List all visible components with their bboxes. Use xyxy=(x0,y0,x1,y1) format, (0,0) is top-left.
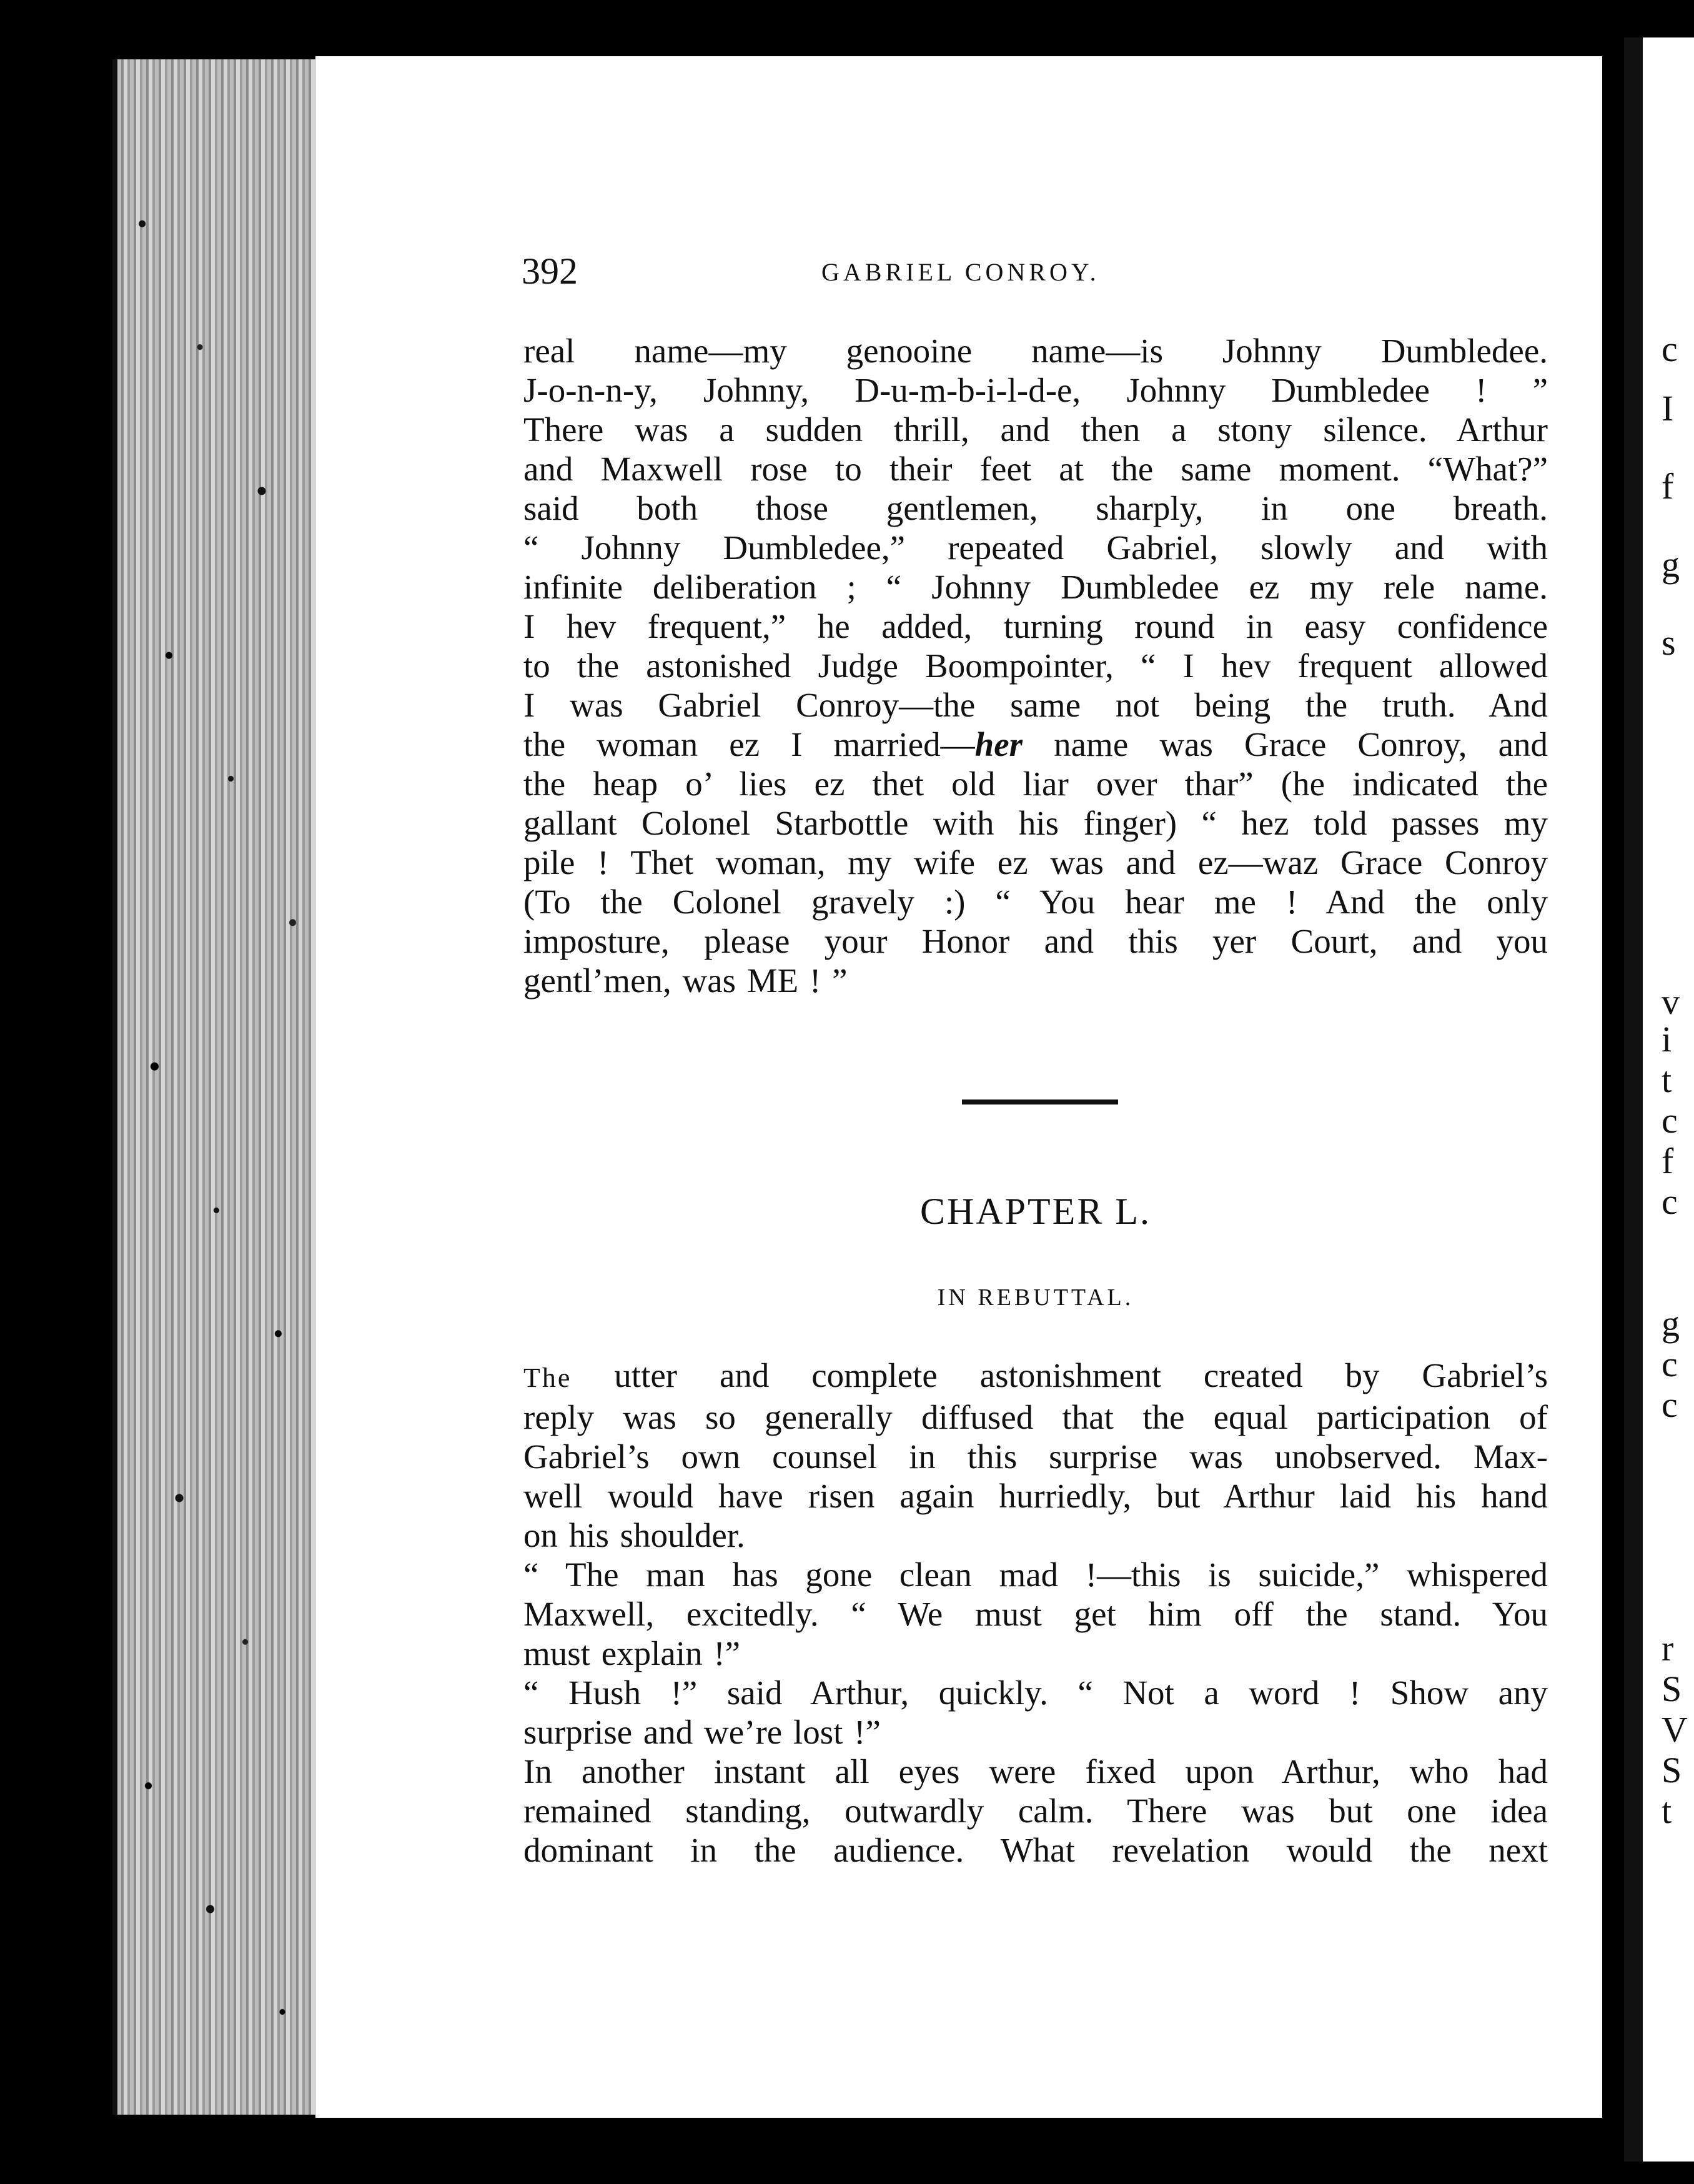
text-segment: name was Grace Conroy, and xyxy=(1023,725,1548,763)
text-line: infinite deliberation ; “ Johnny Dumbledee ez my rele name. xyxy=(523,568,1548,606)
text-line: dominant in the audience. What revelation would the next xyxy=(523,1831,1548,1869)
text-line: Gabriel’s own counsel in this surprise was unobserved. Max- xyxy=(523,1437,1548,1476)
text-line: I hev frequent,” he added, turning round in easy confidence xyxy=(523,607,1548,645)
facing-fragment: g xyxy=(1662,544,1680,585)
facing-fragment: g xyxy=(1662,1303,1680,1344)
text-line: well would have risen again hurriedly, but Arthur laid his hand xyxy=(523,1477,1548,1515)
running-head xyxy=(522,250,1546,300)
page-number: 392 xyxy=(522,251,578,292)
text-line: I was Gabriel Conroy—the same not being the truth. And xyxy=(523,686,1548,724)
facing-fragment: S xyxy=(1662,1750,1682,1790)
text-line: to the astonished Judge Boompointer, “ I hev frequent allowed xyxy=(523,647,1548,685)
facing-fragment: s xyxy=(1662,622,1676,663)
facing-fragment: c xyxy=(1662,1344,1678,1384)
text-line: surprise and we’re lost !” xyxy=(523,1713,881,1751)
facing-fragment: c xyxy=(1662,1384,1678,1425)
facing-page-edge xyxy=(1624,37,1694,2162)
facing-fragment: t xyxy=(1662,1060,1672,1100)
text-line: reply was so generally diffused that the equal participation of xyxy=(523,1398,1548,1436)
chapter-subtitle: IN REBUTTAL. xyxy=(937,1284,1134,1311)
text-line: gallant Colonel Starbottle with his finger) “ hez told passes my xyxy=(523,804,1548,842)
facing-fragment: S xyxy=(1662,1669,1682,1709)
opening-word: The xyxy=(523,1363,572,1393)
emphasis-word: her xyxy=(974,725,1023,763)
text-line: the heap o’ lies ez thet old liar over thar” (he indicated the xyxy=(523,765,1548,803)
text-block-top xyxy=(523,331,1548,1000)
text-line: Maxwell, excitedly. “ We must get him off the stand. You xyxy=(523,1595,1548,1633)
text-line-with-emphasis xyxy=(523,725,1548,764)
text-line: imposture, please your Honor and this yer Court, and you xyxy=(523,922,1548,960)
text-line: must explain !” xyxy=(523,1634,741,1672)
text-line: “ Johnny Dumbledee,” repeated Gabriel, slowly and with xyxy=(523,529,1548,567)
facing-fragment: f xyxy=(1662,466,1674,507)
facing-fragment: c xyxy=(1662,1100,1678,1141)
running-title: GABRIEL CONROY. xyxy=(821,258,1100,286)
opening-line xyxy=(523,1356,1548,1397)
text-line: J-o-n-n-y, Johnny, D-u-m-b-i-l-d-e, Johnny Dumbledee ! ” xyxy=(523,371,1548,409)
facing-fragment: v xyxy=(1662,981,1680,1022)
text-block-bottom xyxy=(523,1356,1548,1870)
text-segment: utter and complete astonishment created by Gabriel’s xyxy=(572,1356,1548,1394)
text-line: There was a sudden thrill, and then a stony silence. Arthur xyxy=(523,410,1548,449)
text-line: gentl’men, was ME ! ” xyxy=(523,961,848,1000)
text-line: said both those gentlemen, sharply, in one breath. xyxy=(523,489,1548,527)
text-line: on his shoulder. xyxy=(523,1516,745,1554)
text-line: In another instant all eyes were fixed upon Arthur, who had xyxy=(523,1752,1548,1790)
chapter-title: CHAPTER L. xyxy=(919,1191,1152,1232)
text-segment: the woman ez I married— xyxy=(523,725,975,763)
facing-fragment: f xyxy=(1662,1141,1674,1181)
page-stack-edge xyxy=(112,59,324,2115)
facing-fragment: i xyxy=(1662,1019,1672,1060)
facing-fragment: r xyxy=(1662,1628,1674,1669)
facing-fragment: c xyxy=(1662,329,1678,369)
facing-fragment: t xyxy=(1662,1790,1672,1831)
text-line: remained standing, outwardly calm. There was but one idea xyxy=(523,1792,1548,1830)
facing-fragment: V xyxy=(1662,1709,1688,1750)
section-divider-rule xyxy=(962,1099,1118,1104)
text-line: (To the Colonel gravely :) “ You hear me ! And the only xyxy=(523,883,1548,921)
facing-fragment: c xyxy=(1662,1181,1678,1222)
facing-fragment: I xyxy=(1662,388,1674,429)
text-line: real name—my genooine name—is Johnny Dumbledee. xyxy=(523,332,1548,370)
text-line: “ Hush !” said Arthur, quickly. “ Not a word ! Show any xyxy=(523,1674,1548,1712)
text-line: “ The man has gone clean mad !—this is suicide,” whispered xyxy=(523,1556,1548,1594)
text-line: and Maxwell rose to their feet at the same moment. “What?” xyxy=(523,450,1548,488)
text-line: pile ! Thet woman, my wife ez was and ez—waz Grace Conroy xyxy=(523,843,1548,881)
